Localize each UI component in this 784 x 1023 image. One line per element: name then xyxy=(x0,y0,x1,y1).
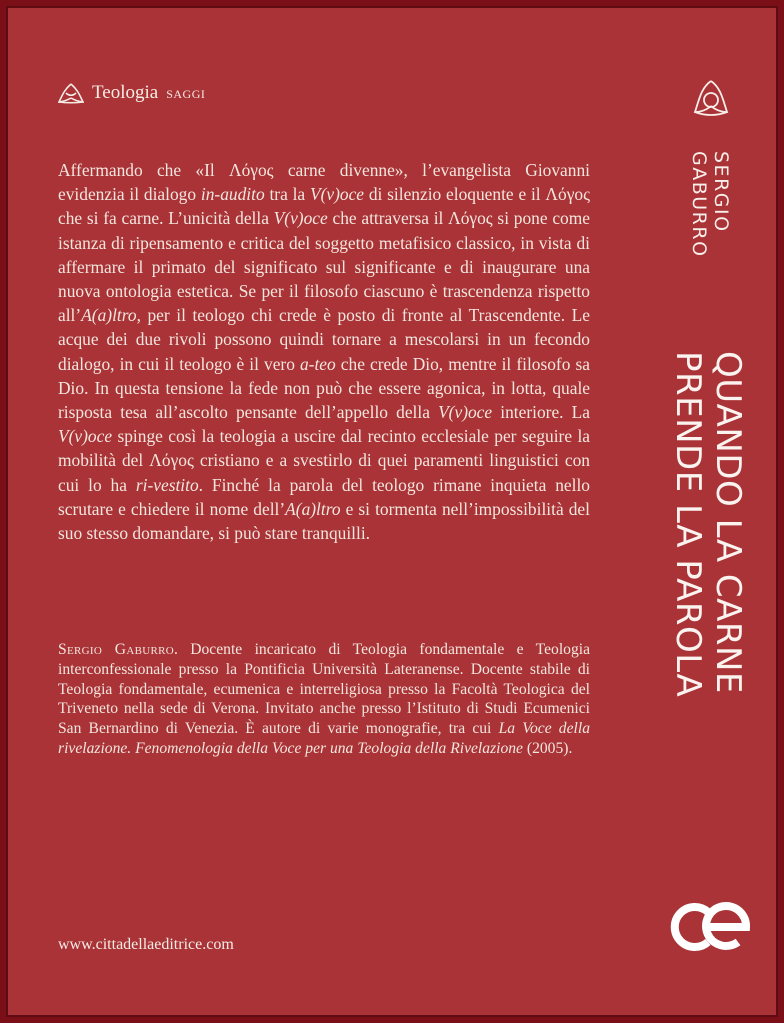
series-subtitle: saggi xyxy=(166,83,206,102)
author-name-vertical xyxy=(688,151,732,258)
blurb-run: di silenzio eloquente e il Λόγος che si fa carne. L’unicità della xyxy=(58,184,591,229)
blurb-run: . Finché la parola del teologo rimane inquieta nello scrutare e chiedere il nome dell’ xyxy=(58,474,590,519)
blurb-run: in-audito xyxy=(200,184,265,205)
blurb-run: A(a)ltro xyxy=(285,498,341,519)
blurb-run: Affermando che «Il Λόγος carne divenne», l’evangelista Giovanni evidenzia il dialogo xyxy=(58,160,590,205)
bio-run: (2005). xyxy=(522,739,573,757)
series-name: Teologia xyxy=(92,82,159,103)
bio-paragraph xyxy=(58,640,590,759)
blurb-run: V(v)oce xyxy=(58,426,113,447)
triquetra-emblem-icon xyxy=(691,78,731,118)
blurb-paragraph xyxy=(58,158,590,545)
blurb-run: A(a)ltro xyxy=(81,305,137,326)
bio-run: La Voce della rivelazione. Fenomenologia della Voce per una Teologia della Rivelazione xyxy=(58,720,590,757)
blurb-run: V(v)oce xyxy=(309,184,365,205)
triquetra-icon xyxy=(58,82,84,104)
blurb-run: che attraversa il Λόγος si pone come istanza di ripensamento e critica del soggetto metafisico classico, in vista di affermare il primato del significato sul significante e di inaugurare una nuova ontologia estetica. Se per il filosofo ciascuno è trascendenza rispetto all’ xyxy=(58,208,590,326)
author-last-name: GABURRO xyxy=(688,151,710,258)
back-cover xyxy=(6,6,778,1017)
title-line-1: QUANDO LA CARNE xyxy=(708,351,748,694)
bio-run: . Docente incaricato di Teologia fondamentale e Teologia interconfessionale presso la Pontificia Università Lateranense. Docente stabile di Teologia fondamentale, ecumenica e interreligiosa presso la Facoltà Teologica del Triveneto nella sede di Verona. Invitato anche presso l’Istituto di Studi Ecumenici San Bernardino di Venezia. È autore di varie monografie, tra cui xyxy=(58,641,590,738)
blurb-text xyxy=(58,158,590,545)
blurb-run: V(v)oce xyxy=(273,208,328,229)
author-bio xyxy=(58,640,590,759)
blurb-run: tra la xyxy=(264,184,310,205)
blurb-run: , per il teologo chi crede è posto di fronte al Trascendente. Le acque dei due rivoli possono quindi tornare a mescolarsi in un fecondo dialogo, in cui il teologo è il vero xyxy=(58,305,590,374)
blurb-run: interiore. La xyxy=(492,402,590,423)
blurb-run: e si tormenta nell’impossibilità del suo stesso domandare, si può stare tranquilli. xyxy=(58,498,590,544)
blurb-run: che crede Dio, mentre il filosofo sa Dio. In questa tensione la fede non può che essere agonica, in lotta, quale risposta tesa all’ascolto pensante dell’appello della xyxy=(58,353,590,423)
blurb-run: a-teo xyxy=(299,353,336,374)
book-title-vertical xyxy=(668,351,748,697)
bio-run: Sergio Gaburro xyxy=(58,641,174,658)
series-label xyxy=(58,82,205,104)
cittadella-logo xyxy=(668,896,758,956)
blurb-run: V(v)oce xyxy=(438,402,493,423)
blurb-run: ri-vestito xyxy=(135,474,199,495)
author-first-name: SERGIO xyxy=(710,151,732,233)
title-line-2: PRENDE LA PAROLA xyxy=(668,351,708,698)
blurb-run: spinge così la teologia a uscire dal recinto ecclesiale per seguire la mobilità del Λόγος cristiano e a svestirlo di quei paramenti linguistici con cui lo ha xyxy=(58,426,590,495)
publisher-url[interactable]: www.cittadellaeditrice.com xyxy=(58,936,234,953)
